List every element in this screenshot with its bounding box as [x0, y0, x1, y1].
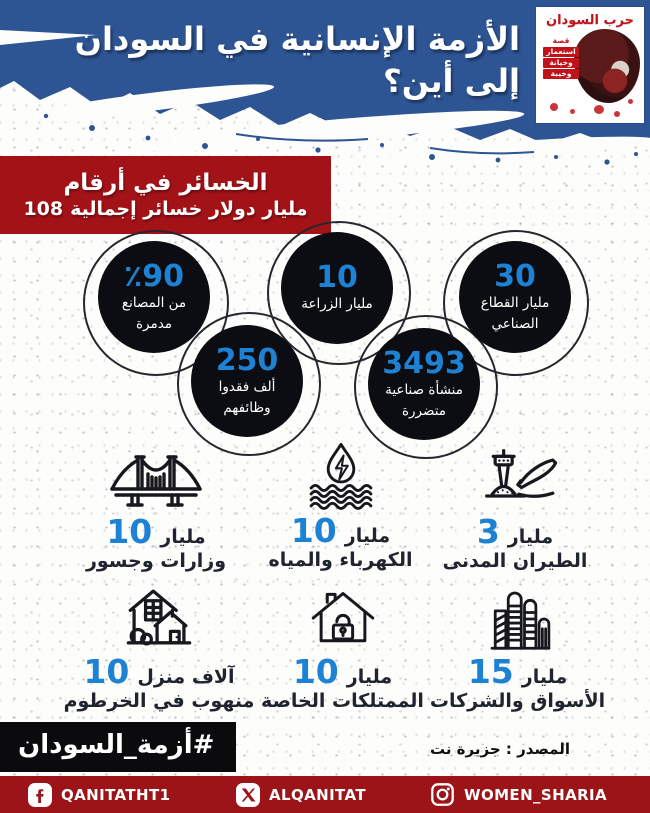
- private-property-icon: [301, 583, 385, 653]
- sector-name: الممتلكات الخاصة: [261, 690, 424, 712]
- sector-name: الكهرباء والمياه: [268, 549, 413, 571]
- sector-name: الطيران المدنى: [442, 550, 588, 572]
- sector-unit: مليار: [507, 526, 554, 548]
- facebook-handle: QANITATHT1: [28, 776, 170, 813]
- losses-banner-total: [0, 198, 331, 220]
- x-icon: [236, 783, 260, 807]
- stat-factories-destroyed: ٪90 من المصانع مدمرة: [98, 241, 210, 353]
- sector-value: 10: [292, 652, 339, 691]
- sector-name: الأسواق والشركات: [429, 690, 606, 712]
- page-title-line1: الأزمة الإنسانية في السودان: [74, 20, 520, 58]
- instagram-handle: WOMEN_SHARIA: [430, 776, 607, 813]
- sector-unit: مليار: [344, 525, 391, 547]
- stat-value: 30: [494, 258, 536, 294]
- book-cover-art: [574, 29, 640, 103]
- x-handle: ALQANITAT: [236, 776, 366, 813]
- facebook-icon: [28, 783, 52, 807]
- page-title-line2: إلى أين؟: [383, 62, 520, 101]
- stat-value: 3493: [382, 345, 466, 381]
- footer-bar: [0, 776, 650, 813]
- total-losses-text: مليار دولار خسائر إجمالية: [70, 198, 308, 220]
- civil-aviation-icon: [469, 445, 561, 513]
- sector-looted-houses: [56, 583, 262, 715]
- book-cover: [536, 7, 644, 123]
- page-title: [50, 18, 520, 102]
- stat-jobs-lost: 250 ألف فقدوا وظائفهم: [191, 325, 303, 437]
- bridge-icon: [108, 447, 204, 513]
- sector-unit: آلاف منزل: [137, 666, 235, 688]
- sector-ministries-bridges: [58, 447, 254, 575]
- electricity-water-icon: [300, 440, 382, 512]
- sector-value: 3: [476, 512, 500, 551]
- blood-splatter: [628, 99, 633, 104]
- sector-private-property: [250, 583, 435, 715]
- sector-unit: مليار: [521, 666, 568, 688]
- instagram-icon: [430, 782, 455, 807]
- source-credit: المصدر : جزيرة نت: [429, 740, 570, 758]
- sector-name: منهوب في الخرطوم: [63, 690, 255, 712]
- blood-splatter: [594, 105, 604, 114]
- book-cover-subtitle: قصة استعمار وخيانة وخيبة: [543, 35, 579, 80]
- losses-banner: [0, 156, 331, 234]
- sector-markets-companies: [425, 585, 610, 715]
- markets-companies-icon: [479, 585, 557, 653]
- sector-value: 10: [290, 511, 337, 550]
- sector-value: 10: [83, 652, 130, 691]
- looted-houses-icon: [113, 583, 205, 653]
- stat-value: 250: [215, 342, 279, 378]
- losses-banner-title: الخسائر في أرقام: [63, 170, 268, 196]
- stat-agriculture: 10 مليار الزراعة: [281, 232, 393, 344]
- total-losses-number: 108: [23, 198, 64, 220]
- sector-value: 10: [106, 512, 153, 551]
- sector-value: 15: [467, 652, 514, 691]
- hashtag-badge: #أزمة_السودان: [0, 722, 236, 772]
- sector-name: وزارات وجسور: [85, 550, 227, 572]
- book-cover-title: حرب السودان: [546, 13, 634, 28]
- sector-electricity-water: [248, 440, 433, 574]
- sector-unit: مليار: [346, 666, 393, 688]
- sector-civil-aviation: [420, 445, 610, 575]
- sector-unit: مليار: [160, 526, 206, 548]
- stat-value: ٪90: [123, 258, 185, 294]
- stat-facilities-damaged: 3493 منشأة صناعية متضررة: [368, 328, 480, 440]
- blood-splatter: [570, 109, 575, 114]
- stat-industrial-sector: 30 مليار القطاع الصناعي: [459, 241, 571, 353]
- blood-splatter: [614, 111, 620, 117]
- blood-splatter: [550, 103, 558, 111]
- stat-value: 10: [316, 260, 358, 296]
